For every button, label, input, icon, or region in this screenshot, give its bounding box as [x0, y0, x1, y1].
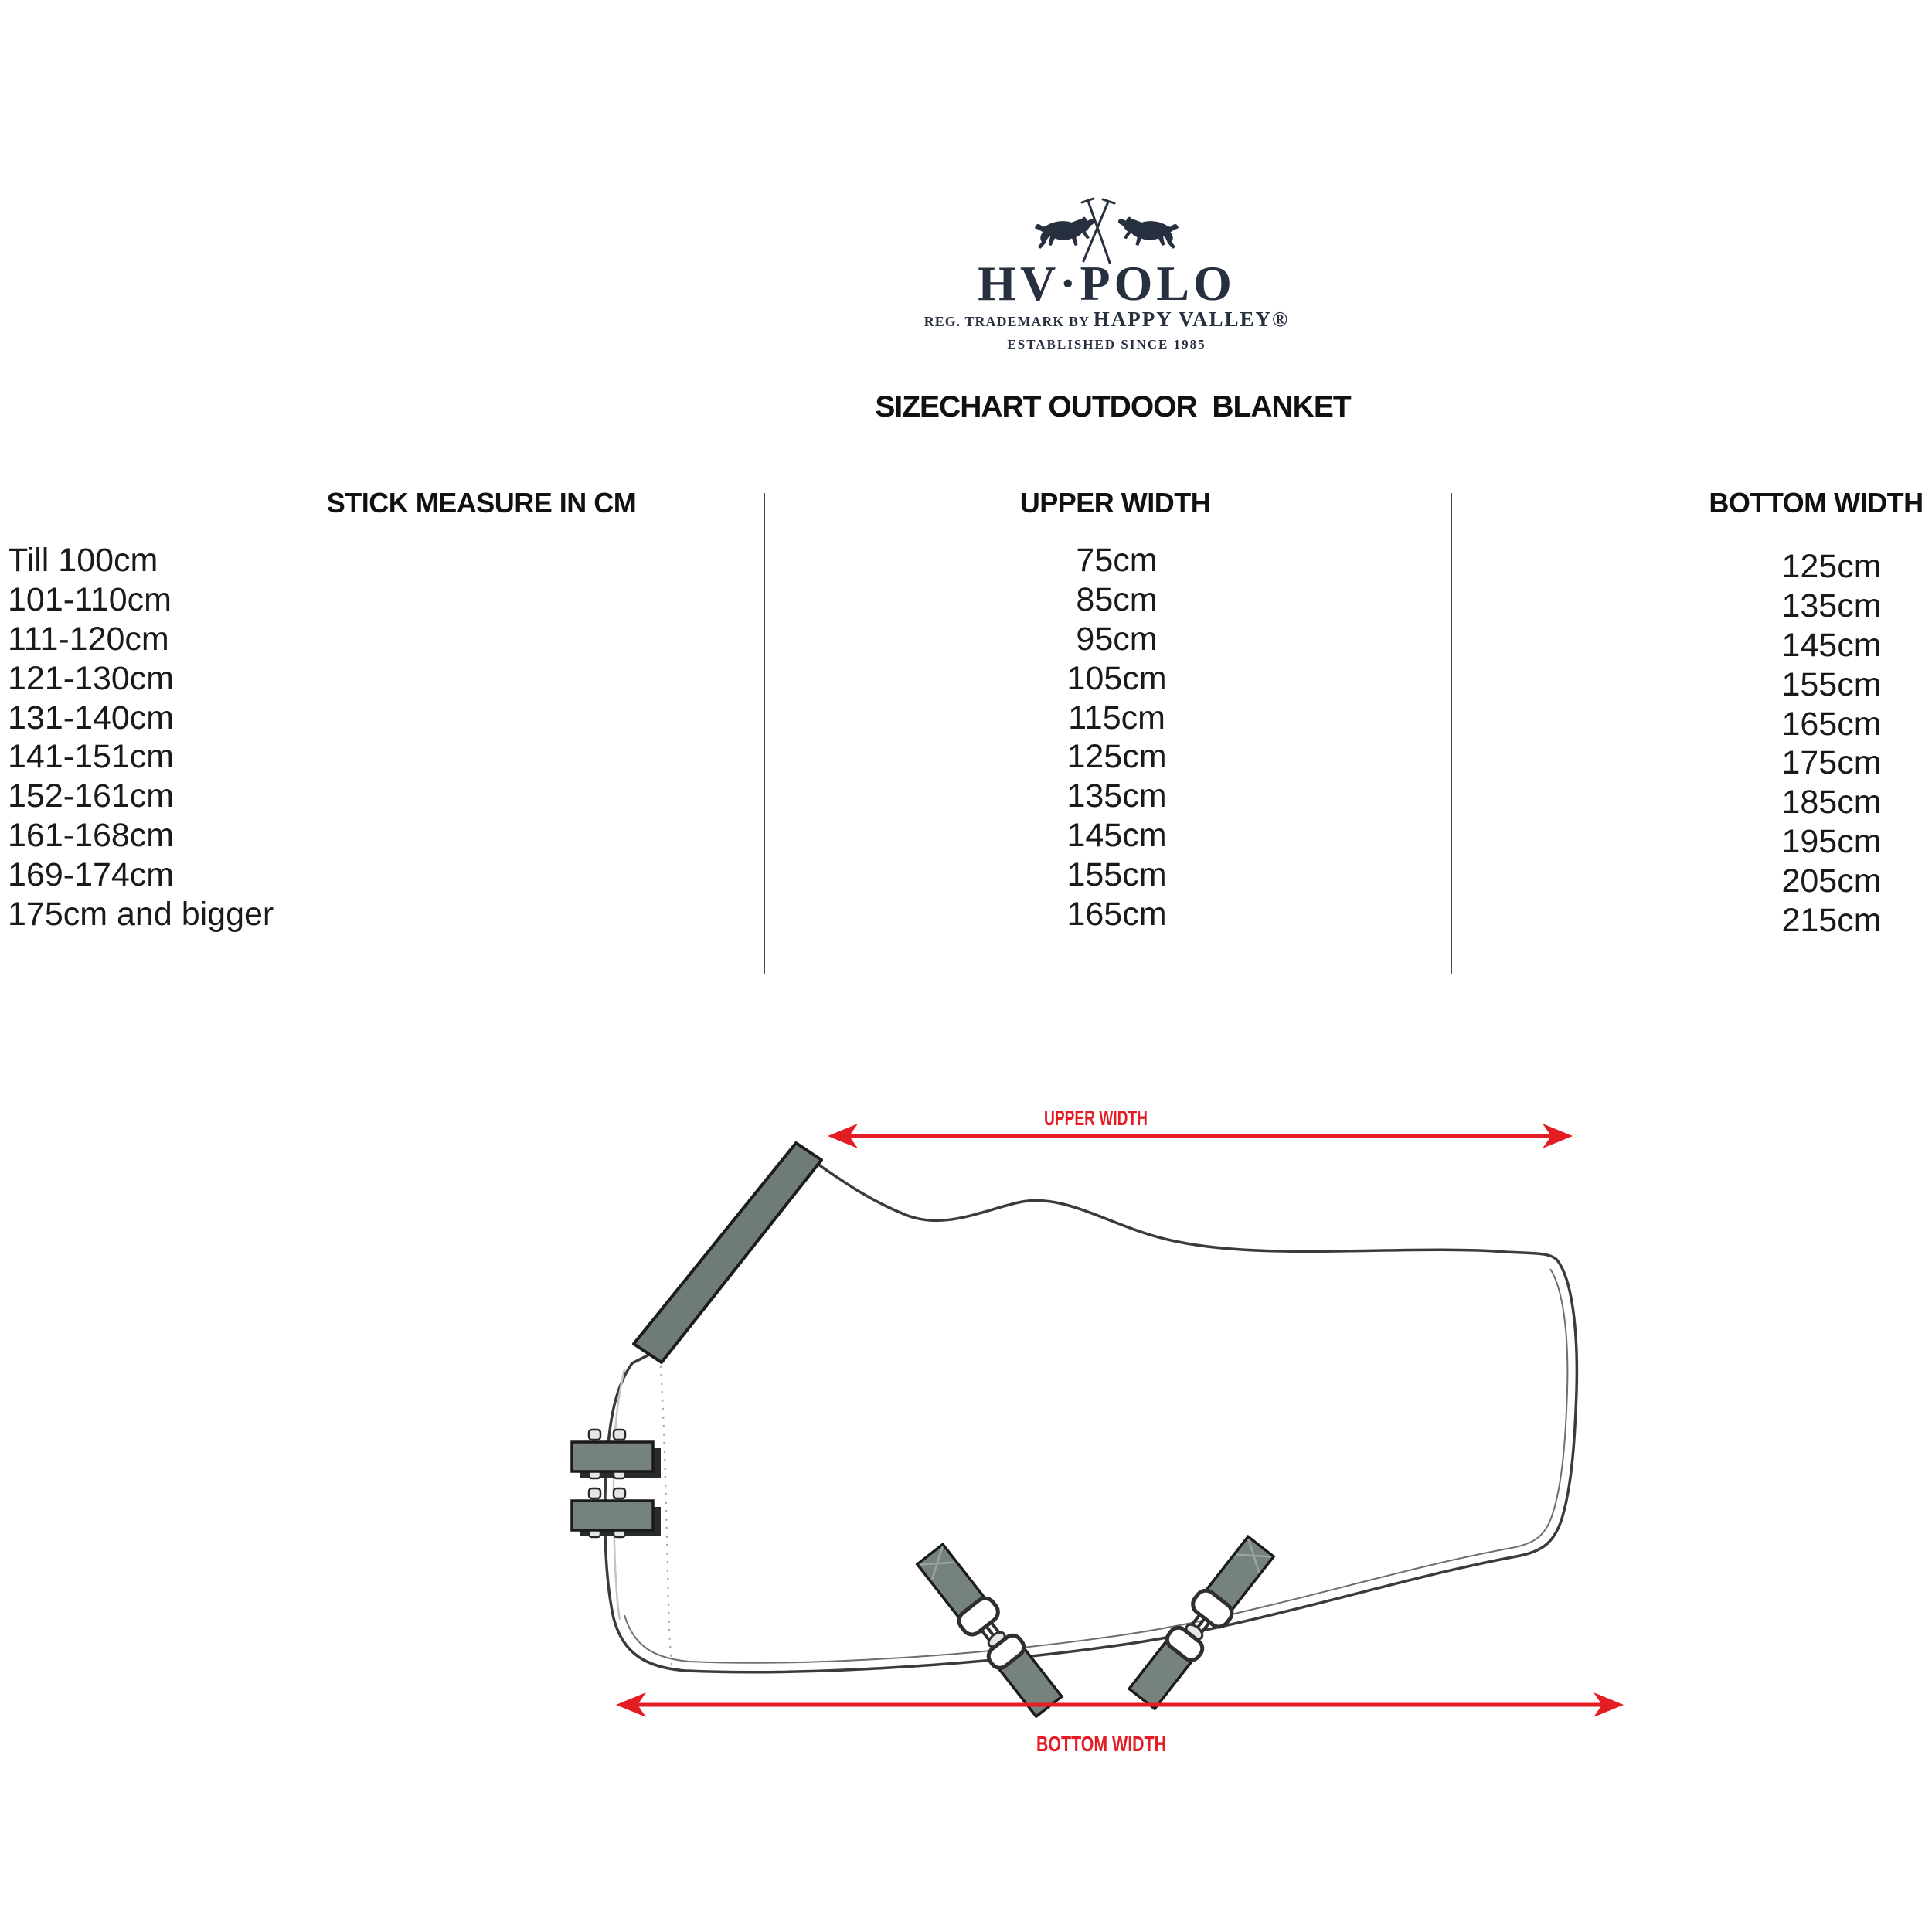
table-cell-bottom: 165cm	[1781, 705, 1882, 743]
table-cell-upper: 155cm	[1066, 856, 1167, 894]
table-cell-stick: 175cm and bigger	[8, 896, 274, 934]
bottom-width-label: BOTTOM WIDTH	[1036, 1732, 1166, 1756]
table-cell-upper: 125cm	[1066, 738, 1167, 776]
table-cell-bottom: 215cm	[1781, 902, 1882, 940]
brand-wordmark: HV·POLO	[978, 256, 1236, 311]
table-cell-stick: 131-140cm	[8, 699, 175, 736]
column-divider-line	[764, 493, 765, 974]
column-header-upper-width: UPPER WIDTH	[1019, 487, 1211, 519]
bottom-width-arrow	[616, 1692, 1624, 1717]
upper-width-arrow	[828, 1124, 1573, 1148]
table-cell-upper: 75cm	[1076, 542, 1158, 579]
table-cell-stick: 111-120cm	[8, 620, 169, 658]
column-upper-width	[1001, 541, 1233, 934]
table-cell-upper: 85cm	[1076, 580, 1158, 618]
table-cell-stick: 121-130cm	[8, 659, 175, 697]
table-cell-bottom: 125cm	[1781, 548, 1882, 585]
column-header-stick-measure: STICK MEASURE IN CM	[326, 487, 637, 519]
table-cell-stick: 101-110cm	[8, 580, 172, 618]
blanket-diagram	[0, 1082, 1932, 1932]
table-cell-bottom: 195cm	[1781, 823, 1882, 861]
crossed-mallets-icon	[1082, 199, 1114, 263]
table-cell-bottom: 155cm	[1781, 665, 1882, 703]
table-cell-bottom: 135cm	[1781, 587, 1882, 624]
table-cell-bottom: 145cm	[1781, 626, 1882, 664]
table-cell-stick: 161-168cm	[8, 817, 175, 855]
table-cell-stick: 169-174cm	[8, 856, 175, 894]
table-cell-stick: 152-161cm	[8, 777, 175, 815]
table-cell-bottom: 175cm	[1781, 744, 1882, 782]
trademark-line	[924, 308, 1289, 332]
table-cell-bottom: 185cm	[1781, 784, 1882, 821]
established-line: ESTABLISHED SINCE 1985	[1007, 337, 1206, 352]
trademark-prefix: REG. TRADEMARK BY	[923, 314, 1094, 329]
table-cell-bottom: 205cm	[1781, 862, 1882, 900]
column-divider-line	[1451, 493, 1452, 974]
trademark-name: HAPPY VALLEY®	[1093, 308, 1290, 331]
table-cell-upper: 165cm	[1066, 896, 1167, 934]
table-cell-upper: 115cm	[1068, 699, 1165, 736]
upper-width-label: UPPER WIDTH	[1044, 1106, 1148, 1130]
column-header-bottom-width: BOTTOM WIDTH	[1709, 487, 1923, 519]
table-cell-upper: 105cm	[1066, 659, 1167, 697]
table-cell-upper: 145cm	[1066, 817, 1167, 855]
table-cell-stick: Till 100cm	[8, 542, 158, 579]
table-cell-upper: 95cm	[1076, 620, 1158, 658]
page-title: SIZECHART OUTDOOR BLANKET	[875, 390, 1351, 423]
horse-silhouette-left	[1035, 217, 1095, 249]
table-cell-upper: 135cm	[1066, 777, 1167, 815]
column-bottom-width	[1716, 547, 1932, 940]
column-stick-measure	[8, 541, 274, 934]
horse-silhouette-right	[1118, 217, 1179, 249]
table-cell-stick: 141-151cm	[8, 738, 175, 776]
